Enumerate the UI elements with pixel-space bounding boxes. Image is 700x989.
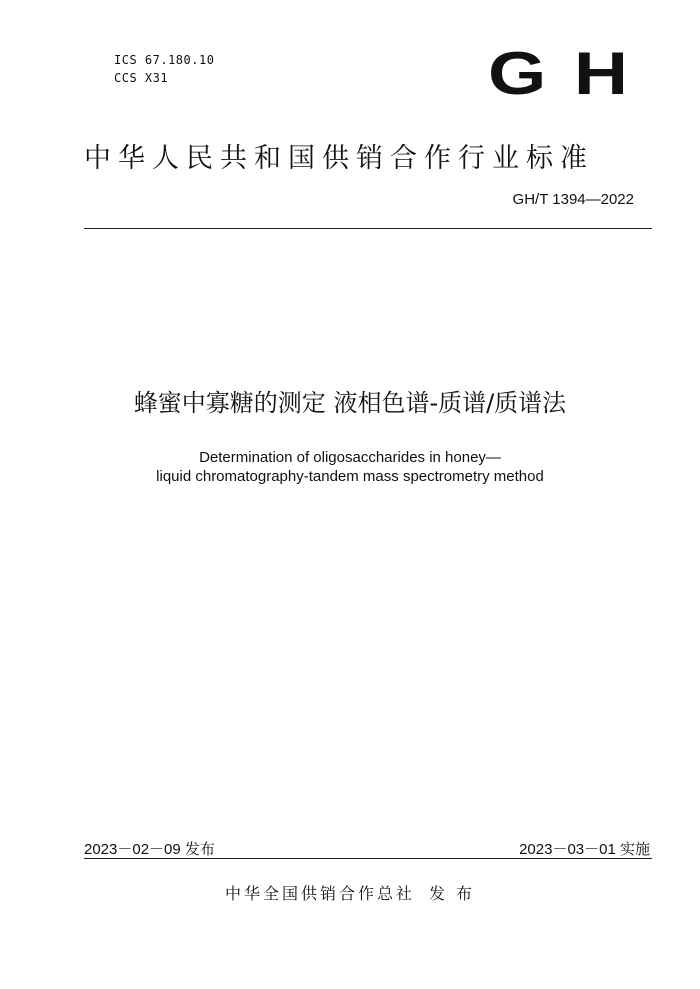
gh-logo: GH: [488, 40, 656, 107]
document-title-chinese: 蜂蜜中寡糖的测定 液相色谱-质谱/质谱法: [133, 389, 567, 417]
ccs-code: CCS X31: [114, 71, 169, 85]
ics-code: ICS 67.180.10: [114, 53, 215, 67]
header-divider: [84, 228, 652, 229]
standard-body-title: 中华人民共和国供销合作行业标准: [84, 143, 594, 174]
publish-action: 发 布: [428, 884, 476, 903]
publisher-name: 中华全国供销合作总社: [224, 884, 415, 903]
footer-divider: [84, 858, 652, 859]
standard-code: GH/T 1394—2022: [512, 191, 634, 208]
publisher-line: [0, 881, 700, 904]
issue-date: 2023－02－09 发布: [84, 841, 215, 858]
document-title-english-line1: Determination of oligosaccharides in honey—: [199, 449, 501, 466]
document-title-english-line2: liquid chromatography-tandem mass spectrometry method: [156, 468, 544, 485]
implementation-date: 2023－03－01 实施: [519, 841, 650, 858]
